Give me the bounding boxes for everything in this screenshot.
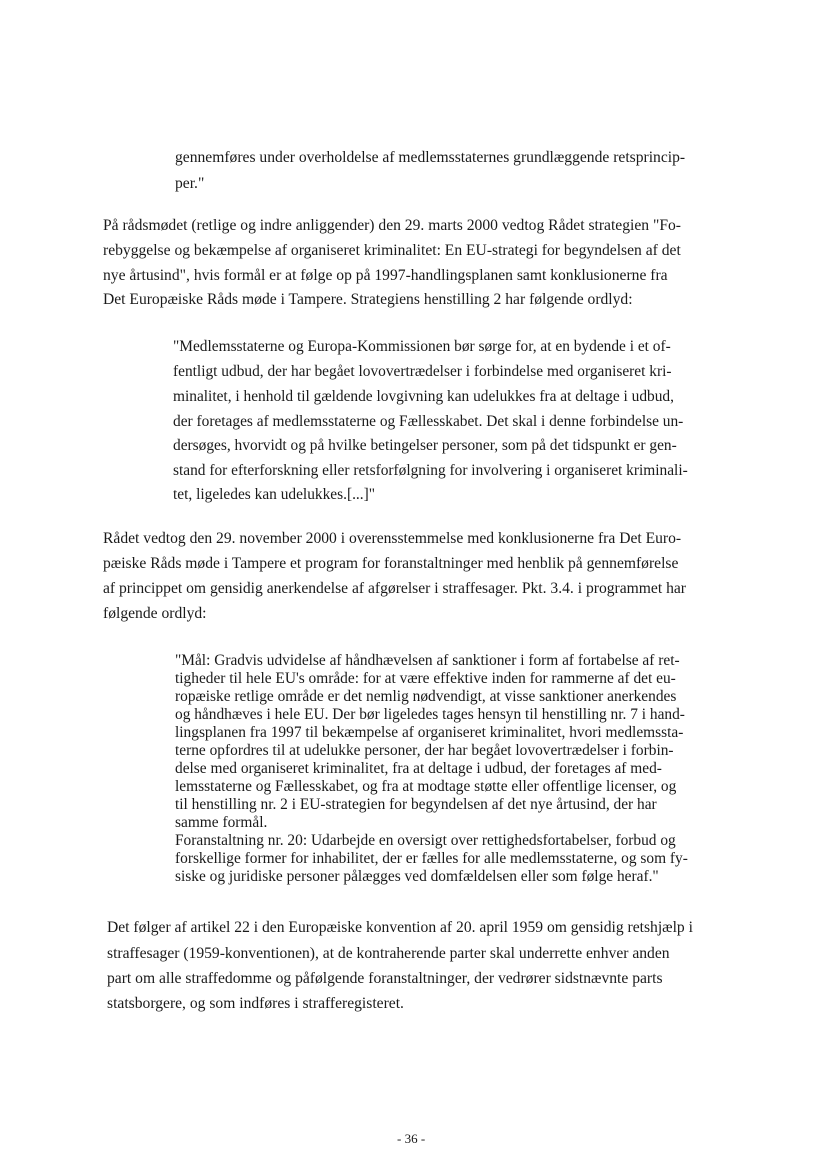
text-line: tigheder til hele EU's område: for at være effektive inden for rammerne af det eu- <box>175 670 676 687</box>
text-line: stand for efterforskning eller retsforfølgning for involvering i organiseret kriminali- <box>173 462 688 479</box>
text-line: siske og juridiske personer pålægges ved domfældelsen eller som følge heraf." <box>175 868 659 885</box>
text-line: "Medlemsstaterne og Europa-Kommissionen bør sørge for, at en bydende i et of- <box>173 338 671 355</box>
text-line: samme formål. <box>175 814 268 831</box>
text-line: part om alle straffedomme og påfølgende foranstaltninger, der vedrører sidstnævnte parts <box>107 970 663 987</box>
text-line: gennemføres under overholdelse af medlemsstaternes grundlæggende retsprincip- <box>175 149 686 166</box>
text-line: "Mål: Gradvis udvidelse af håndhævelsen af sanktioner i form af fortabelse af ret- <box>175 652 680 669</box>
text-line: nye årtusind", hvis formål er at følge op på 1997-handlingsplanen samt konklusionerne fra <box>103 267 668 284</box>
text-line: Det følger af artikel 22 i den Europæiske konvention af 20. april 1959 om gensidig retshjælp i <box>107 919 693 936</box>
text-line: minalitet, i henhold til gældende lovgivning kan udelukkes fra at deltage i udbud, <box>173 388 674 405</box>
text-line: ropæiske retlige område er det nemlig nødvendigt, at visse sanktioner anerkendes <box>175 688 677 705</box>
text-line: lingsplanen fra 1997 til bekæmpelse af organiseret kriminalitet, hvori medlemssta- <box>175 724 684 741</box>
text-line: følgende ordlyd: <box>103 605 207 622</box>
text-line: lemsstaterne og Fællesskabet, og fra at modtage støtte eller offentlige licenser, og <box>175 778 677 795</box>
text-line: forskellige former for inhabilitet, der er fælles for alle medlemsstaterne, og som fy- <box>175 850 688 867</box>
text-line: tet, ligeledes kan udelukkes.[...]" <box>173 486 376 503</box>
text-line: pæiske Råds møde i Tampere et program for foranstaltninger med henblik på gennemførelse <box>103 555 679 572</box>
text-line: delse med organiseret kriminalitet, fra at deltage i udbud, der foretages af med- <box>175 760 662 777</box>
text-line: På rådsmødet (retlige og indre anliggender) den 29. marts 2000 vedtog Rådet strategien "Fo- <box>103 217 681 234</box>
text-line: der foretages af medlemsstaterne og Fællesskabet. Det skal i denne forbindelse un- <box>173 413 684 430</box>
text-line: per." <box>175 175 205 192</box>
page-number: - 36 - <box>397 1131 426 1146</box>
text-line: af princippet om gensidig anerkendelse af afgørelser i straffesager. Pkt. 3.4. i programmet har <box>103 580 686 597</box>
text-line: Det Europæiske Råds møde i Tampere. Strategiens henstilling 2 har følgende ordlyd: <box>103 291 633 308</box>
text-line: til henstilling nr. 2 i EU-strategien for begyndelsen af det nye årtusind, der har <box>175 796 657 813</box>
text-line: Foranstaltning nr. 20: Udarbejde en oversigt over rettighedsfortabelser, forbud og <box>175 832 676 849</box>
text-line: dersøges, hvorvidt og på hvilke betingelser personer, som på det tidspunkt er gen- <box>173 437 677 454</box>
text-line: fentligt udbud, der har begået lovovertrædelser i forbindelse med organiseret kri- <box>173 363 672 380</box>
text-line: og håndhæves i hele EU. Der bør ligeledes tages hensyn til henstilling nr. 7 i hand- <box>175 706 685 723</box>
text-line: statsborgere, og som indføres i strafferegisteret. <box>107 995 404 1012</box>
text-line: terne opfordres til at udelukke personer, der har begået lovovertrædelser i forbin- <box>175 742 674 759</box>
text-line: straffesager (1959-konventionen), at de kontraherende parter skal underrette enhver anden <box>107 945 670 962</box>
text-line: Rådet vedtog den 29. november 2000 i overensstemmelse med konklusionerne fra Det Euro- <box>103 530 682 547</box>
text-line: rebyggelse og bekæmpelse af organiseret kriminalitet: En EU-strategi for begyndelsen af det <box>103 242 681 259</box>
